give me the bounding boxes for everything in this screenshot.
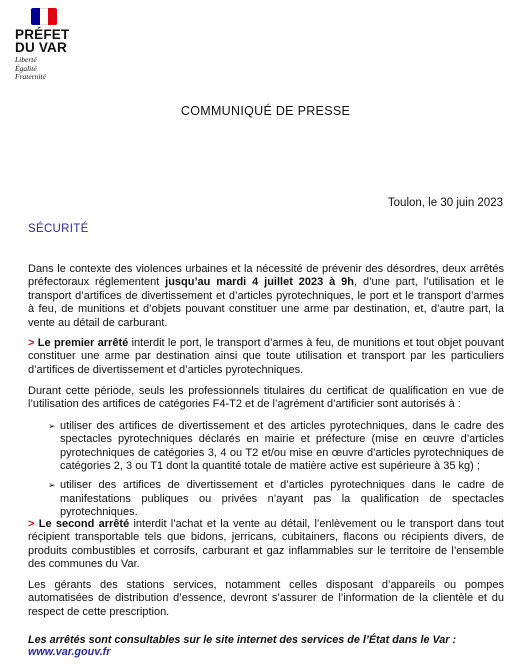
list-item: ➢ utiliser des artifices de divertissement et d’articles pyrotechniques dans le cadre de manifestations publiques ou privées n’ayant pas la qualification de spectacles pyrotechniques. xyxy=(48,479,504,519)
prefecture-logo xyxy=(15,8,69,82)
page-title: COMMUNIQUÉ DE PRESSE xyxy=(180,104,351,118)
second-decree-paragraph: > Le second arrêté interdit l’achat et la vente au détail, l’enlèvement ou le transport dans tout récipient transportable tels que bidons, jerricans, cubitainers, flacons ou récipients divers, de produits combustibles et corrosifs, carburant et gaz inflammables sur le territoire de l’ensemble des communes du Var. xyxy=(28,518,504,571)
station-managers-paragraph: Les gérants des stations services, notamment celles disposant d’appareils ou pompes automatisées de distribution d’essence, devront s’assurer de l’information de la clientèle et du respect de cette prescription. xyxy=(28,579,504,618)
arrow-bullet-icon: ➢ xyxy=(48,420,56,431)
french-flag-icon xyxy=(31,8,57,25)
section-label: SÉCURITÉ xyxy=(28,223,89,235)
list-item: ➢ utiliser des artifices de divertissement et des articles pyrotechniques, dans le cadre des spectacles pyrotechniques déclarés en mairie et préfecture (mise en œuvre d’articles pyrotechniques de catégories 3, 4 ou T2 et/ou mise en œuvre d’articles pyrotechniques de catégories 2, 3 ou T1 dont la quantité totale de matière active est supérieure à 35 kg) ; xyxy=(48,419,504,473)
first-decree-paragraph: > Le premier arrêté interdit le port, le transport d’armes à feu, de munitions et tout objet pouvant constituer une arme par destination ainsi que toute utilisation et transport par les particuliers d’artifices de divertissement et d’articles pyrotechniques. xyxy=(28,337,504,376)
footer-note: Les arrêtés sont consultables sur le site internet des services de l’État dans le Var : www.var.gouv.fr xyxy=(28,634,457,658)
exemption-paragraph: Durant cette période, seuls les professionnels titulaires du certificat de qualification en vue de l’utilisation des artifices de catégories F4-T2 et de l’agrément d’artificier sont autorisés à : ➢ utiliser des artifices de divertissement et des articles pyrotechniques, dans le cadre des spectacles pyrotechniques déclarés en mairie et préfecture (mise en œuvre d’articles pyrotechniques de catégories 3, 4 ou T2 et/ou mise en œuvre d’articles pyrotechniques de catégories 2, 3 ou T1 dont la quantité totale de matière active est supérieure à 35 kg) ; ➢ utiliser des artifices de divertissement et d’articles pyrotechniques dans le cadre de manifestations publiques ou privées n’ayant pas la qualification de spectacles pyrotechniques. xyxy=(28,385,504,519)
exemption-list xyxy=(28,420,504,520)
intro-paragraph: Dans le contexte des violences urbaines et la nécessité de prévenir des désordres, deux arrêtés préfectoraux réglementent jusqu’au mardi 4 juillet 2023 à 9h, d’une part, l’utilisation et le transport d’artifices de divertissement et d’articles pyrotechniques, le port et le transport d’armes à feu, de munitions et d’objets pouvant constituer une arme par destination, et, d’autre part, la vente au détail de carburant. xyxy=(28,263,504,329)
release-date: Toulon, le 30 juin 2023 xyxy=(387,197,503,209)
website-link[interactable]: www.var.gouv.fr xyxy=(28,646,111,658)
arrow-bullet-icon: ➢ xyxy=(48,480,56,491)
republic-motto: Liberté Égalité Fraternité xyxy=(15,55,46,81)
logo-title: PRÉFET DU VAR xyxy=(15,27,70,55)
